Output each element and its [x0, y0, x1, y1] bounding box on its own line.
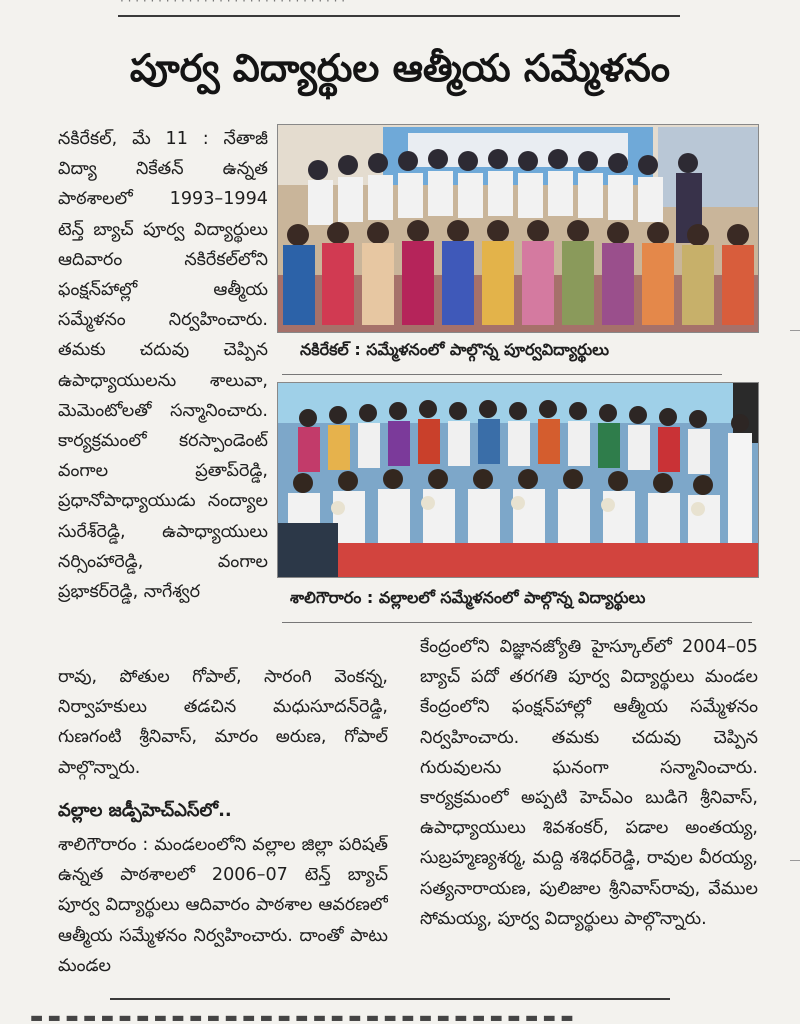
sub-paragraph: శాలిగౌరారం : మండలంలోని వల్లాల జిల్లా పరిషత్ ఉన్నత పాఠశాలలో 2006–07 టెన్త్ బ్యాచ్ పూర్వ విద్యార్థులు ఆదివారం పాఠశాల ఆవరణలో ఆత్మీయ సమ్మేళనం నిర్వహించారు. దాంతో పాటు మండల — [58, 835, 388, 976]
right-edge-mark-1 — [790, 330, 800, 331]
cropped-bottom-text: ▬ ▬ ▬ ▬ ▬ ▬ ▬ ▬ ▬ ▬ ▬ ▬ ▬ ▬ ▬ ▬ ▬ ▬ ▬ ▬ ▬ ▬ ▬ ▬ ▬ ▬ ▬ ▬ ▬ ▬ ▬ — [30, 1010, 574, 1024]
right-column-text — [420, 632, 758, 982]
photo-caption-2: శాలిగౌరారం : వల్లాలలో సమ్మేళనంలో పాల్గొన్న విద్యార్థులు — [290, 588, 646, 607]
group-photo-2 — [278, 383, 758, 577]
right-paragraph: కేంద్రంలోని విజ్ఞానజ్యోతి హైస్కూల్‌లో 2004–05 బ్యాచ్ పదో తరగతి పూర్వ విద్యార్థులు మండల కేంద్రంలోని ఫంక్షన్‌హాల్లో ఆత్మీయ సమ్మేళనం నిర్వహించారు. తమకు చదువు చెప్పిన గురువులను ఘనంగా సన్మానించారు. కార్యక్రమంలో అప్పటి హెచ్‌ఎం బుడిగె శ్రీనివాస్, ఉపాధ్యాయులు శివశంకర్, పడాల అంతయ్య, సుబ్రహ్మణ్యశర్మ, మద్ది శశిధర్‌రెడ్డి, రావుల వీరయ్య, సత్యనారాయణ, పులిజాల శ్రీనివాస్‌రావు, వేముల సోమయ్య, పూర్వ విద్యార్థులు పాల్గొన్నారు. — [420, 637, 758, 929]
photo-nakirekal — [277, 124, 759, 333]
section-subhead: వల్లాల జడ్పీహెచ్‌ఎస్‌లో.. — [58, 800, 232, 821]
left-column-text — [58, 124, 268, 624]
headline: పూర్వ విద్యార్థుల ఆత్మీయ సమ్మేళనం — [129, 46, 671, 90]
top-rule — [118, 15, 680, 17]
caption-1-rule — [282, 374, 722, 375]
left-paragraph: నకిరేకల్, మే 11 : నేతాజీ విద్యా నికేతన్ ఉన్నత పాఠశాలలో 1993–1994 టెన్త్ బ్యాచ్ పూర్వ విద్యార్థులు ఆదివారం నకిరేకల్‌లోని ఫంక్షన్‌హాల్లో ఆత్మీయ సమ్మేళనం నిర్వహించారు. తమకు చదువు చెప్పిన ఉపాధ్యాయులను శాలువా, మెమెంటోలతో సన్మానించారు. కార్యక్రమంలో కరస్పాండెంట్ వంగాల ప్రతాప్‌రెడ్డి, ప్రధానోపాధ్యాయుడు నంద్యాల సురేశ్‌రెడ్డి, ఉపాధ్యాయులు నర్సింహారెడ్డి, వంగాల ప్రభాకర్‌రెడ్డి, నాగేశ్వర — [58, 129, 268, 603]
caption-2-rule — [282, 622, 752, 623]
sub-section-text — [58, 830, 388, 980]
photo-caption-1: నకిరేకల్ : సమ్మేళనంలో పాల్గొన్న పూర్వవిద్యార్థులు — [300, 340, 610, 359]
cropped-top-text — [120, 0, 640, 6]
photo-shaligouraram — [277, 382, 759, 578]
group-photo-1 — [278, 125, 758, 332]
wide-paragraph: రావు, పోతుల గోపాల్, సారంగి వెంకన్న, నిర్వాహకులు తడచిన మధుసూదన్‌రెడ్డి, గుణగంటి శ్రీనివాస్, మారం అరుణ, గోపాల్ పాల్గొన్నారు. — [58, 667, 388, 778]
right-edge-mark-2 — [790, 860, 800, 861]
bottom-rule — [110, 998, 670, 1000]
wide-column-text — [58, 662, 388, 790]
